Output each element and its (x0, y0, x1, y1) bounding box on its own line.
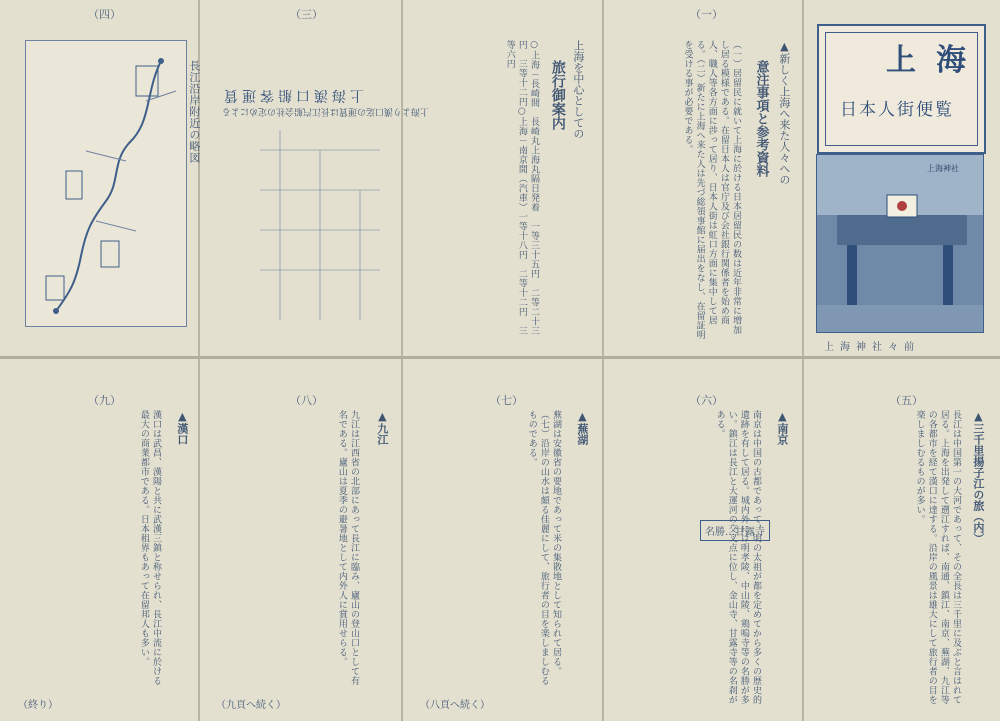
panel-eight-end: （九頁へ続く） (216, 700, 286, 711)
notes-heading: ▲新しく上海へ来た人々への (777, 40, 791, 185)
panel-six-box: 名勝…甘露寺 (700, 520, 770, 541)
panel-seven-end: （八頁へ続く） (420, 700, 490, 711)
panel-nine-end: （終り） (18, 700, 58, 711)
notes-subheading: 意注事項と参考資料 (753, 60, 769, 177)
photo-caption: 上海神社々前 (824, 342, 920, 353)
panel-seven-heading: ▲蕪湖 (575, 410, 589, 445)
cover-photo (816, 154, 984, 333)
page-number-nine: （九） (88, 394, 121, 407)
map-title: 長江沿岸附近の略図 (187, 60, 201, 164)
page-number-one: （一） (690, 8, 723, 21)
fare-table-title: 上海漢口船客運賃 (220, 87, 364, 103)
page-number-five: （五） (890, 394, 923, 407)
fold-line (802, 0, 804, 721)
cover-title-frame (825, 32, 986, 146)
panel-six-body: 南京は中国の古都であって、明の太祖が都を定めてから多くの歴史的遺跡を有して居る。城内外には明孝陵、中山陵、鶏鳴寺等の名勝が多い。鎮江は長江と大運河の交叉点に位し、金山寺、甘露寺等の名刹がある。 (714, 410, 761, 705)
panel-five-heading: ▲三千里揚子江の旅（内） (971, 410, 985, 544)
fold-line (602, 0, 604, 721)
fold-line-horizontal (0, 356, 1000, 359)
fare-table (260, 130, 380, 320)
panel-seven-body: 蕪湖は安徽省の要地であって米の集散地として知られて居る。（七）沿岸の山水は頗る佳麗にして、旅行者の目を楽しましむるものである。 (526, 410, 561, 686)
panel-five-body: 長江は中国第一の大河であって、その全長は三千里に及ぶと言はれて居る。上海を出発して遡江すれば、南通、鎮江、南京、蕪湖、九江等の各都市を経て漢口に達する。沿岸の風景は雄大にして旅行者の目を楽しましむるものが多い。 (914, 410, 961, 705)
page-number-three: （三） (290, 8, 323, 21)
notes-body: （一）居留民に就いて上海に於ける日本居留民の数は近年非常に増加し居る模様である。在留日本人は官庁及び会社銀行関係者を始め商人、職人等各方面に渉って居り、日本人街は虹口方面に集中して居る。（二）新たに上海へ来た人は先づ総領事館に届出をなし、在留証明を受ける事が必要である。 (682, 40, 741, 340)
panel-nine-heading: ▲漢口 (175, 410, 189, 445)
page-number-eight: （八） (290, 394, 323, 407)
photo-sign: 上海神社 (927, 164, 959, 173)
cover-subtitle: 日本人街便覧 (840, 100, 954, 120)
shrine-illustration (817, 155, 983, 332)
fare-table-note: 上海より漢口迄の運賃は長江汽船会社の定めによる (222, 106, 430, 116)
panel-eight-body: 九江は江西省の北部にあって長江に臨み、廬山の登山口として有名である。廬山は夏季の避暑地として内外人に賞用せらる。 (336, 410, 359, 686)
panel-eight-heading: ▲九江 (375, 410, 389, 445)
cover-title-box (817, 24, 986, 154)
travel-body: ○上海－長崎間 長崎丸上海丸隔日発着 一等三十五円 二等二十三円 三等十二円○上海－南京間（汽車）一等十八円 二等十二円 三等六円 (504, 40, 539, 336)
panel-six-heading: ▲南京 (775, 410, 789, 445)
page-number-six: （六） (690, 394, 723, 407)
travel-subheading: 旅行御案内 (549, 60, 566, 130)
yangtze-map (25, 40, 187, 327)
panel-nine-body: 漢口は武昌、漢陽と共に武漢三鎮と称せられ、長江中流に於ける最大の商業都市である。日本租界もあって在留邦人も多い。 (138, 410, 161, 686)
page-number-seven: （七） (490, 394, 523, 407)
travel-heading: 上海を中心としての (571, 40, 585, 139)
page-number-four: （四） (88, 8, 121, 21)
fare-grid (260, 130, 380, 320)
cover-title: 上海 (886, 43, 986, 78)
map-drawing (26, 41, 186, 326)
